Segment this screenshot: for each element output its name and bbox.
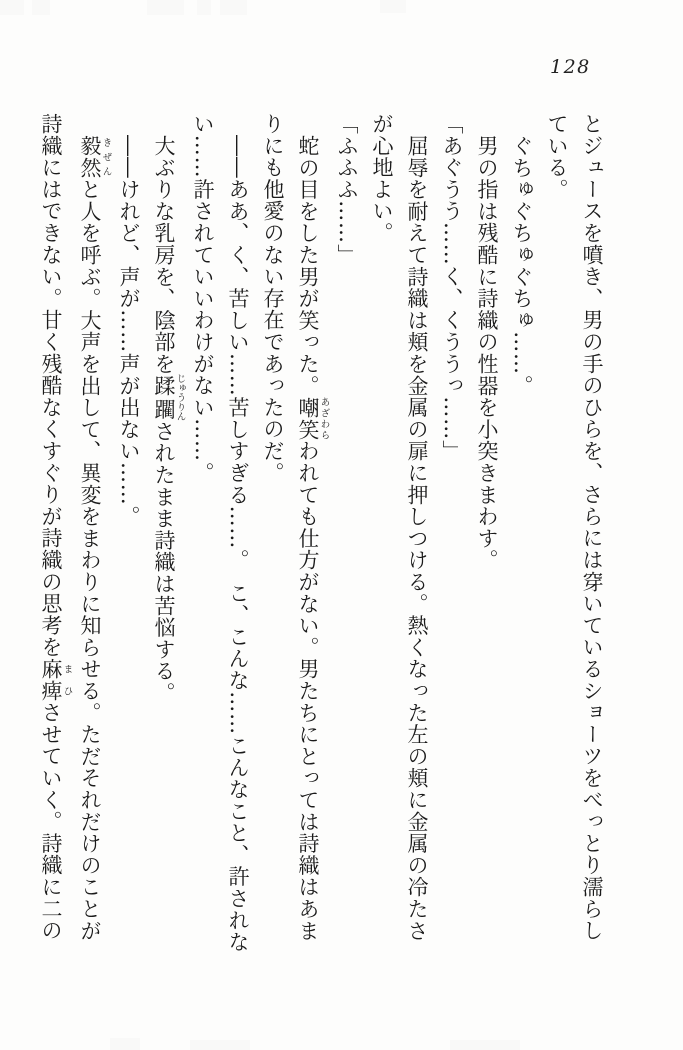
scan-artifact <box>380 0 406 13</box>
text-line: とジュースを噴き、男の手のひらを、さらには穿いているショーツをべっとり濡らし <box>580 113 604 942</box>
scan-artifact <box>220 0 247 15</box>
text-line: ている。 <box>545 113 569 201</box>
text-line: りにも他愛のない存在であったのだ。 <box>261 113 285 484</box>
text-line: 大ぶりな乳房を、陰部を蹂躙じゅうりんされたまま詩織は苦悩する。 <box>152 135 186 704</box>
scan-artifact <box>450 1040 520 1050</box>
ruby-annotated-word: 毅然きぜん <box>78 135 112 179</box>
text-line: 蛇の目をした男が笑った。嘲笑あざわらわれても仕方がない。男たちにとっては詩織はあま <box>296 135 330 942</box>
text-line: 男の指は残酷に詩織の性器を小突きまわす。 <box>475 135 499 571</box>
scan-artifact <box>110 1038 140 1050</box>
ruby-annotated-word: 蹂躙じゅうりん <box>152 373 186 422</box>
text-line: 詩織にはできない。甘く残酷なくすぐりが詩織の思考を麻痺まひさせていく。詩織に二の <box>39 113 73 942</box>
text-line: 屈辱を耐えて詩織は頬を金属の扉に押しつける。熱くなった左の頬に金属の冷たさ <box>405 135 429 942</box>
body-text <box>33 113 609 959</box>
text-line: が心地よい。 <box>370 113 394 244</box>
text-line: い……許されていいわけがない……。 <box>191 113 215 484</box>
text-line: ――けれど、声が……声が出ない……。 <box>117 135 141 528</box>
scan-artifact <box>197 0 211 15</box>
ruby-annotated-word: 嘲笑あざわら <box>296 396 330 441</box>
scan-artifact <box>147 0 184 15</box>
text-line: ぐちゅぐちゅぐちゅ……。 <box>510 135 534 397</box>
scan-artifact <box>0 0 24 15</box>
scan-artifact <box>190 1040 250 1050</box>
text-line: 「ふふふ……」 <box>335 113 359 266</box>
page-number: 128 <box>550 56 591 78</box>
text-line: 毅然きぜんと人を呼ぶ。大声を出して、異変をまわりに知らせる。ただそれだけのことが <box>78 135 112 942</box>
text-line: ――ああ、く、苦しい……苦しすぎる……。 こ、こんな……こんなこと、許されな <box>226 135 250 953</box>
text-line: 「あぐうう……く、くううっ……」 <box>440 113 464 462</box>
ruby-annotated-word: 麻痺まひ <box>39 658 73 702</box>
scan-artifact <box>32 0 50 15</box>
